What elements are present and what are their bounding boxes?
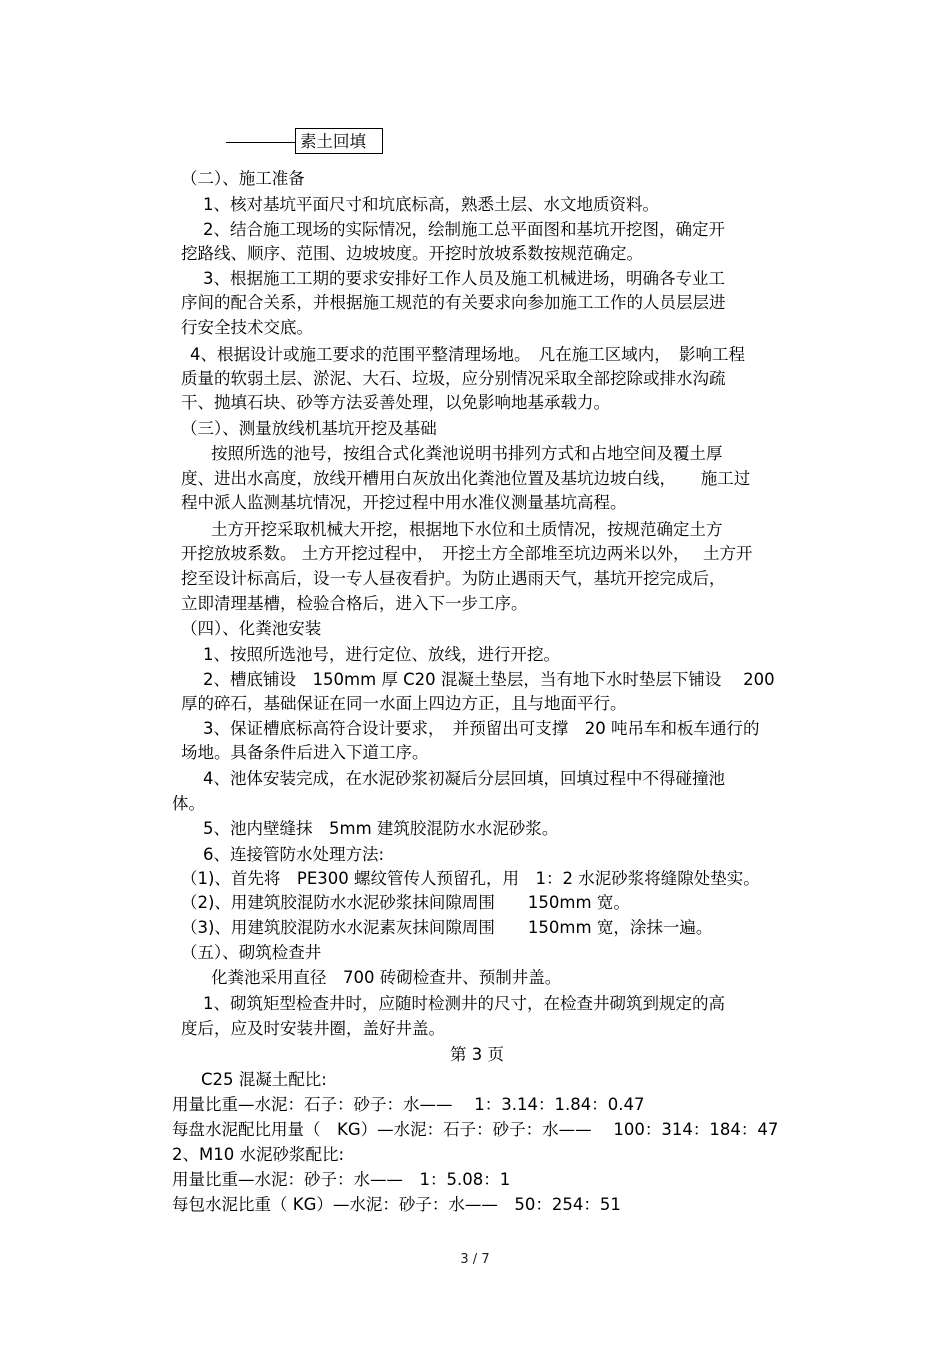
inline-page-label: 第 3 页 [450,1045,504,1064]
paragraph-line: 2、结合施工现场的实际情况，绘制施工总平面图和基坑开挖图，确定开 [203,220,725,239]
paragraph-line: 4、池体安装完成，在水泥砂浆初凝后分层回填，回填过程中不得碰撞池 [203,769,725,788]
mix-line: 每盘水泥配比用量（ KG）—水泥：石子：砂子：水—— 100：314：184：47 [172,1120,779,1139]
paragraph-line: 场地。具备条件后进入下道工序。 [181,743,429,762]
fill-box: 素土回填 [295,128,383,154]
paragraph-line: （1)、首先将 PE300 螺纹管传人预留孔，用 1：2 水泥砂浆将缝隙处垫实。 [181,869,760,888]
paragraph-line: 按照所选的池号，按组合式化粪池说明书排列方式和占地空间及覆土厚 [211,444,723,463]
paragraph-line: 挖路线、顺序、范围、边坡坡度。开挖时放坡系数按规范确定。 [181,244,643,263]
section-heading-survey: （三）、测量放线机基坑开挖及基础 [181,419,437,438]
paragraph-line: 2、槽底铺设 150mm 厚 C20 混凝土垫层，当有地下水时垫层下铺设 200 [203,670,775,689]
mix-line: 用量比重—水泥：石子：砂子：水—— 1：3.14：1.84：0.47 [172,1095,645,1114]
mix-line: 每包水泥比重（ KG）—水泥：砂子：水—— 50：254：51 [172,1195,621,1214]
paragraph-line: 4、根据设计或施工要求的范围平整清理场地。 凡在施工区域内， 影响工程 [190,345,745,364]
paragraph-line: 1、砌筑矩型检查井时，应随时检测井的尺寸，在检查井砌筑到规定的高 [203,994,725,1013]
paragraph-line: 3、根据施工工期的要求安排好工作人员及施工机械进场，明确各专业工 [203,269,725,288]
section-heading-manhole: （五）、砌筑检查井 [181,943,322,962]
paragraph-line: 土方开挖采取机械大开挖，根据地下水位和土质情况，按规范确定土方 [211,520,723,539]
paragraph-line: （3)、用建筑胶混防水水泥素灰抹间隙周围 150mm 宽，涂抹一遍。 [181,918,713,937]
dash-line [226,142,296,143]
paragraph-line: 6、连接管防水处理方法: [203,845,385,864]
paragraph-line: 质量的软弱土层、淤泥、大石、垃圾，应分别情况采取全部挖除或排水沟疏 [181,369,726,388]
mix-heading-m10: 2、M10 水泥砂浆配比: [172,1145,345,1164]
section-heading-preparation: （二）、施工准备 [181,169,305,188]
paragraph-line: 1、核对基坑平面尺寸和坑底标高，熟悉土层、水文地质资料。 [203,195,659,214]
paragraph-line: 1、按照所选池号，进行定位、放线，进行开挖。 [203,645,560,664]
mix-heading-c25: C25 混凝土配比: [201,1070,327,1089]
paragraph-line: 厚的碎石，基础保证在同一水面上四边方正，且与地面平行。 [181,694,627,713]
page-number: 3 / 7 [460,1252,490,1267]
paragraph-line: （2)、用建筑胶混防水水泥砂浆抹间隙周围 150mm 宽。 [181,893,630,912]
section-heading-install: （四）、化粪池安装 [181,619,322,638]
paragraph-line: 开挖放坡系数。 土方开挖过程中， 开挖土方全部堆至坑边两米以外， 土方开 [181,544,753,563]
paragraph-line: 化粪池采用直径 700 砖砌检查井、预制井盖。 [211,968,562,987]
paragraph-line: 干、抛填石块、砂等方法妥善处理，以免影响地基承载力。 [181,393,610,412]
mix-line: 用量比重—水泥：砂子：水—— 1：5.08：1 [172,1170,511,1189]
paragraph-line: 3、保证槽底标高符合设计要求， 并预留出可支撑 20 吨吊车和板车通行的 [203,719,760,738]
paragraph-line: 挖至设计标高后，设一专人昼夜看护。为防止遇雨天气，基坑开挖完成后， [181,569,726,588]
paragraph-line: 序间的配合关系，并根据施工规范的有关要求向参加施工工作的人员层层进 [181,293,726,312]
paragraph-line: 立即清理基槽，检验合格后，进入下一步工序。 [181,594,528,613]
paragraph-line: 体。 [172,794,205,813]
paragraph-line: 度后，应及时安装井圈，盖好井盖。 [181,1019,445,1038]
paragraph-line: 度、进出水高度，放线开槽用白灰放出化粪池位置及基坑边坡白线， 施工过 [181,469,751,488]
paragraph-line: 行安全技术交底。 [181,318,313,337]
paragraph-line: 5、池内壁缝抹 5mm 建筑胶混防水水泥砂浆。 [203,819,559,838]
paragraph-line: 程中派人监测基坑情况，开挖过程中用水准仪测量基坑高程。 [181,493,627,512]
